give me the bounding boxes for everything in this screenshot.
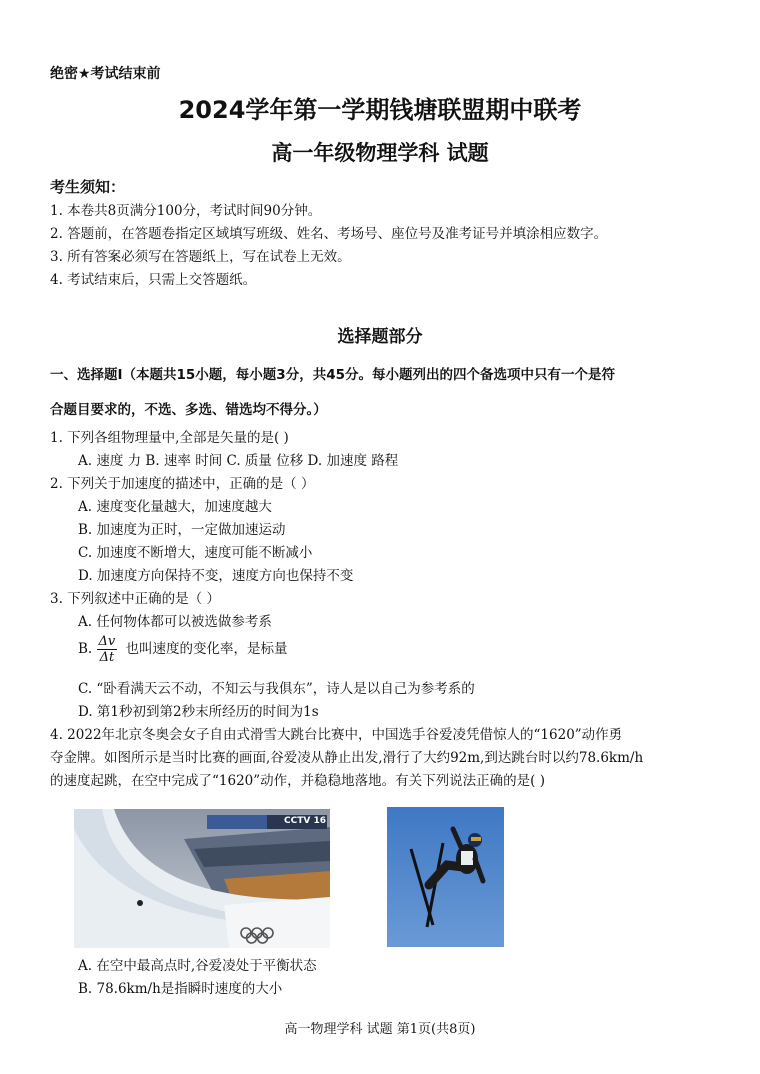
question-4-stem-line2: 夺金牌。如图所示是当时比赛的画面,谷爱凌从静止出发,滑行了大约92m,到达跳台时以约78.6km/h [50, 750, 644, 766]
broadcast-logo: CCTV 16 [284, 816, 326, 826]
part-heading-line1: 一、选择题Ⅰ（本题共15小题，每小题3分，共45分。每小题列出的四个备选项中只有一个是符 [50, 367, 615, 383]
question-2-option-d: D. 加速度方向保持不变，速度方向也保持不变 [78, 568, 354, 584]
part-heading-line2: 合题目要求的，不选、多选、错选均不得分。） [50, 402, 327, 418]
delta-v-over-delta-t [97, 634, 118, 665]
notice-heading: 考生须知： [50, 178, 126, 196]
page-footer: 高一物理学科 试题 第1页(共8页) [284, 1022, 476, 1037]
notice-item: 1. 本卷共8页满分100分，考试时间90分钟。 [50, 203, 322, 219]
question-2-option-a: A. 速度变化量越大，加速度越大 [78, 499, 272, 515]
exam-subtitle: 高一年级物理学科 试题 [271, 141, 489, 165]
exam-title: 2024学年第一学期钱塘联盟期中联考 [178, 96, 582, 124]
question-3-option-d: D. 第1秒初到第2秒末所经历的时间为1s [78, 704, 319, 720]
question-3-option-c: C. “卧看满天云不动，不知云与我俱东”，诗人是以自己为参考系的 [78, 681, 475, 697]
question-4-option-b: B. 78.6km/h是指瞬时速度的大小 [78, 981, 283, 997]
section-title: 选择题部分 [337, 327, 423, 347]
frac-numerator: Δv [98, 634, 116, 649]
notice-item: 2. 答题前，在答题卷指定区域填写班级、姓名、考场号、座位号及准考证号并填涂相应数字。 [50, 226, 608, 242]
ski-jump-ramp-photo [74, 809, 330, 948]
question-4-stem-line1: 4. 2022年北京冬奥会女子自由式滑雪大跳台比赛中，中国选手谷爱凌凭借惊人的“1620”动作勇 [50, 727, 623, 743]
question-3-option-a: A. 任何物体都可以被选做参考系 [78, 614, 272, 630]
secret-label: 绝密★考试结束前 [50, 66, 161, 82]
notice-item: 4. 考试结束后，只需上交答题纸。 [50, 272, 257, 288]
option-b-label: B. [78, 641, 93, 657]
question-4-stem-line3: 的速度起跳，在空中完成了“1620”动作，并稳稳地落地。有关下列说法正确的是( ) [50, 773, 545, 789]
notice-item: 3. 所有答案必须写在答题纸上，写在试卷上无效。 [50, 249, 351, 265]
question-1-options: A. 速度 力 B. 速率 时间 C. 质量 位移 D. 加速度 路程 [78, 453, 399, 469]
frac-denominator: Δt [99, 650, 115, 665]
question-4-option-a: A. 在空中最高点时,谷爱凌处于平衡状态 [78, 958, 317, 974]
question-3-option-b [78, 634, 288, 665]
question-1-stem: 1. 下列各组物理量中,全部是矢量的是( ) [50, 430, 289, 446]
question-2-option-b: B. 加速度为正时，一定做加速运动 [78, 522, 286, 538]
option-b-text: 也叫速度的变化率，是标量 [125, 641, 288, 657]
question-3-stem: 3. 下列叙述中正确的是（ ） [50, 591, 220, 607]
question-2-option-c: C. 加速度不断增大，速度可能不断减小 [78, 545, 313, 561]
skier-midair-photo [387, 807, 504, 947]
question-2-stem: 2. 下列关于加速度的描述中，正确的是（ ） [50, 476, 315, 492]
